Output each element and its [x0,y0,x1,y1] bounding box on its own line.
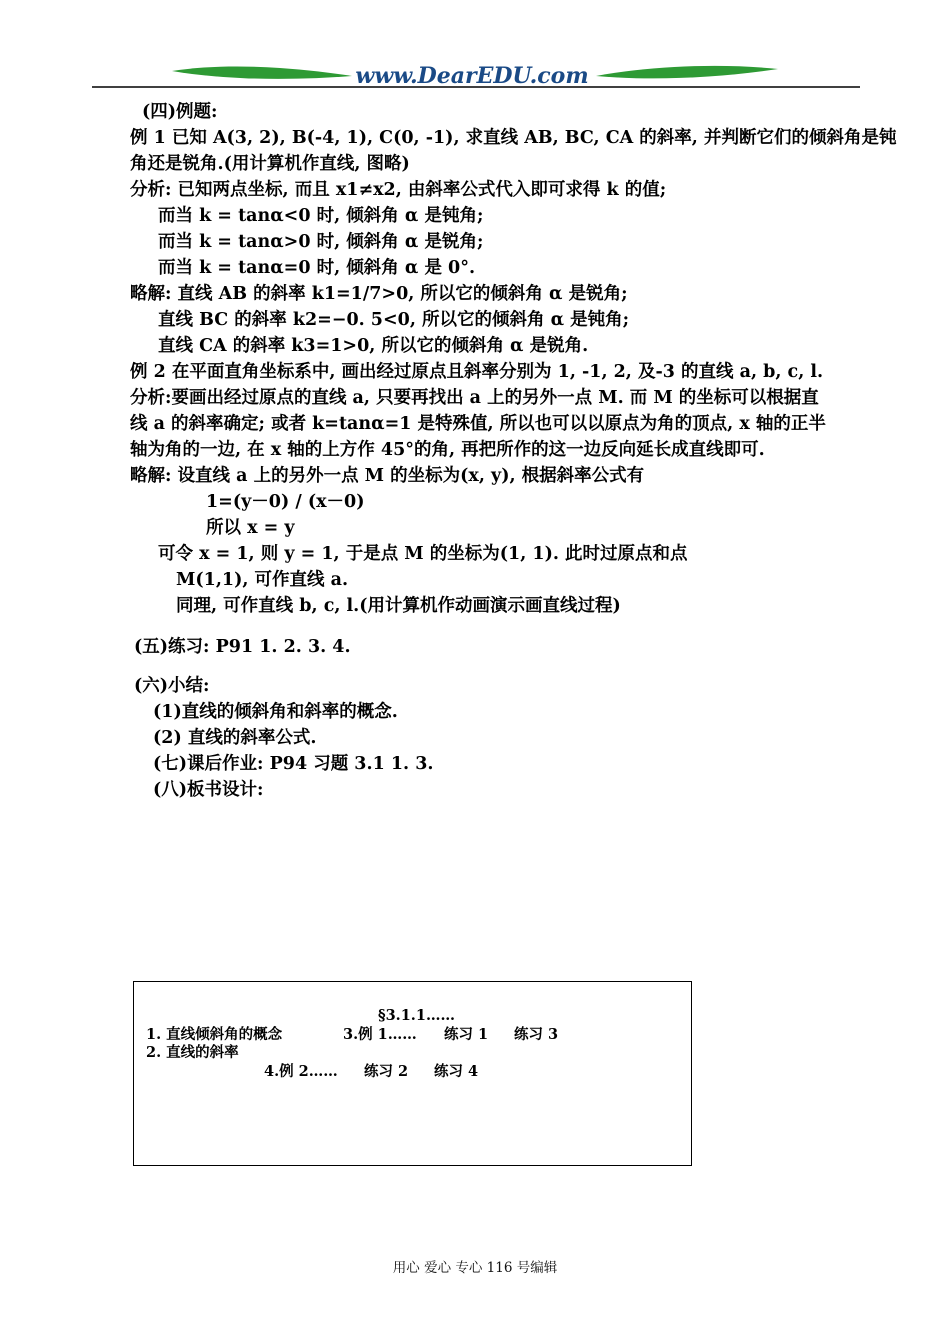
section-six-summary: (六)小结: [134,676,210,696]
right-leaf-swoosh [596,66,778,78]
page-footer: 用心 爱心 专心 116 号编辑 [392,1260,558,1276]
solution-1-ab: 略解: 直线 AB 的斜率 k1=1/7>0, 所以它的倾斜角 α 是锐角; [130,284,628,304]
site-url-logo: www.DearEDU.com [355,63,589,89]
section-four-heading: (四)例题: [142,102,218,122]
solution-2-formula: 1=(y－0) / (x－0) [206,492,365,512]
analysis-2-line-1: 分析:要画出经过原点的直线 a, 只要再找出 a 上的另外一点 M. 而 M 的坐标可以根据直 [130,388,819,408]
left-leaf-swoosh [172,67,352,79]
summary-item-1: (1)直线的倾斜角和斜率的概念. [153,702,398,722]
example-1-line-1: 例 1 已知 A(3, 2), B(-4, 1), C(0, -1), 求直线 AB, BC, CA 的斜率, 并判断它们的倾斜角是钝 [130,128,897,148]
solution-2-line-a: M(1,1), 可作直线 a. [176,570,349,590]
analysis-2-line-2: 线 a 的斜率确定; 或者 k=tanα=1 是特殊值, 所以也可以以原点为角的顶点, x 轴的正半 [130,414,826,434]
solution-2-line-1: 略解: 设直线 a 上的另外一点 M 的坐标为(x, y), 根据斜率公式有 [130,466,645,486]
board-design-box [133,981,692,1166]
site-header-banner [0,0,950,100]
board-example-2: 4.例 2…… [264,1063,338,1080]
analysis-1-line: 分析: 已知两点坐标, 而且 x1≠x2, 由斜率公式代入即可求得 k 的值; [130,180,667,200]
analysis-1-obtuse: 而当 k = tanα<0 时, 倾斜角 α 是钝角; [158,206,484,226]
solution-2-therefore: 所以 x = y [206,518,295,538]
section-eight-board-design: (八)板书设计: [153,780,264,800]
board-practice-1: 练习 1 [444,1026,489,1043]
example-1-line-2: 角还是锐角.(用计算机作直线, 图略) [130,154,410,174]
board-example-1: 3.例 1…… [343,1026,417,1043]
solution-2-point-m: 可令 x = 1, 则 y = 1, 于是点 M 的坐标为(1, 1). 此时过原点和点 [158,544,688,564]
section-seven-homework: (七)课后作业: P94 习题 3.1 1. 3. [153,754,434,774]
solution-1-bc: 直线 BC 的斜率 k2=−0. 5<0, 所以它的倾斜角 α 是钝角; [158,310,630,330]
board-practice-3: 练习 3 [514,1026,559,1043]
section-five-practice: (五)练习: P91 1. 2. 3. 4. [134,637,351,657]
example-2-line: 例 2 在平面直角坐标系中, 画出经过原点且斜率分别为 1, -1, 2, 及-3 的直线 a, b, c, l. [130,362,824,382]
analysis-1-zero: 而当 k = tanα=0 时, 倾斜角 α 是 0°. [158,258,476,278]
solution-1-ca: 直线 CA 的斜率 k3=1>0, 所以它的倾斜角 α 是锐角. [158,336,589,356]
board-title: §3.1.1…… [378,1007,455,1024]
board-item-1: 1. 直线倾斜角的概念 [146,1026,283,1043]
analysis-2-line-3: 轴为角的一边, 在 x 轴的上方作 45°的角, 再把所作的这一边反向延长成直线即可. [130,440,765,460]
analysis-1-acute: 而当 k = tanα>0 时, 倾斜角 α 是锐角; [158,232,484,252]
solution-2-similarly: 同理, 可作直线 b, c, l.(用计算机作动画演示画直线过程) [176,596,621,616]
board-item-2: 2. 直线的斜率 [146,1044,239,1061]
summary-item-2: (2) 直线的斜率公式. [153,728,317,748]
board-practice-4: 练习 4 [434,1063,479,1080]
board-practice-2: 练习 2 [364,1063,409,1080]
